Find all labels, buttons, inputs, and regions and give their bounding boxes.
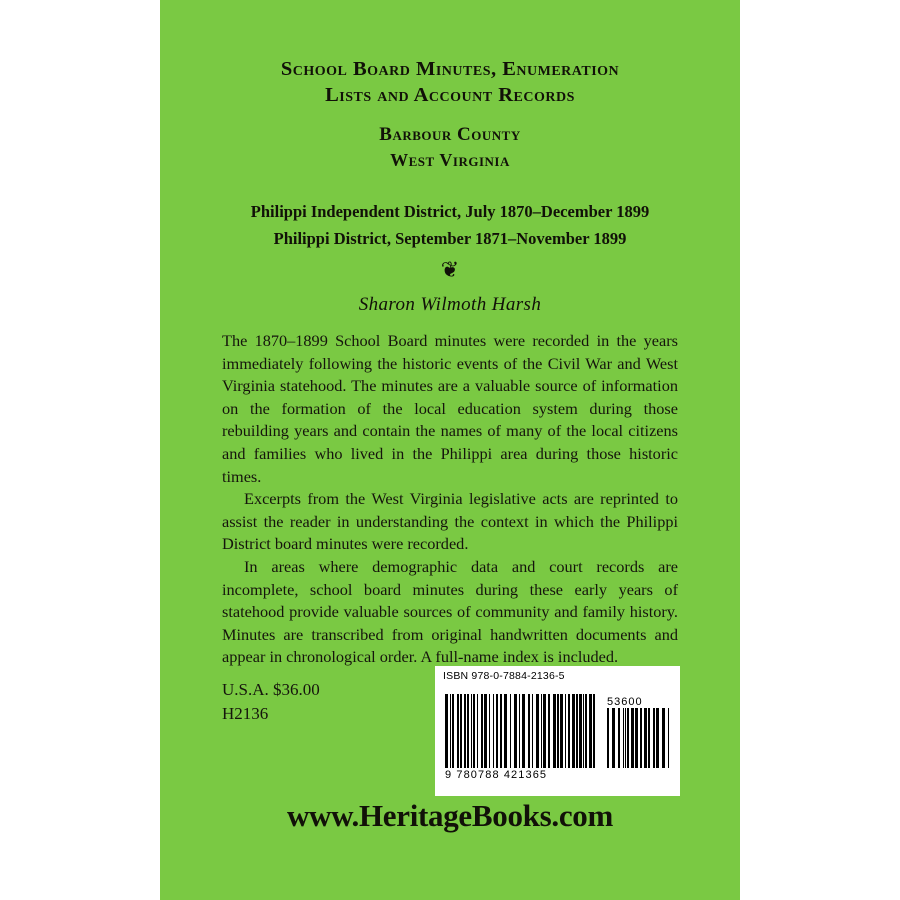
isbn-label: ISBN 978-0-7884-2136-5 xyxy=(443,670,565,682)
barcode-graphic xyxy=(441,684,674,788)
ornament-icon: ❦ xyxy=(440,258,460,283)
description-paragraph: Excerpts from the West Virginia legislative acts are reprinted to assist the reader in understanding the context in which the Philippi District board minutes were recorded. xyxy=(222,489,678,554)
item-code-label: H2136 xyxy=(222,704,269,723)
author-name: Sharon Wilmoth Harsh xyxy=(358,294,542,315)
barcode-area xyxy=(435,666,680,796)
description-text xyxy=(222,330,678,669)
price-label: U.S.A. $36.00 xyxy=(222,680,320,699)
barcode-main-bars xyxy=(445,694,595,768)
subtitle-line-1: Philippi Independent District, July 1870–December 1899 xyxy=(250,202,650,221)
barcode-addon-digits: 53600 xyxy=(607,696,643,708)
title-block xyxy=(222,0,678,172)
publisher-website: www.HeritageBooks.com xyxy=(286,798,614,833)
title-line-4-state: West Virginia xyxy=(390,150,510,170)
description-paragraph: In areas where demographic data and court records are incomplete, school board minutes during these early years of statehood provide valuable sources of community and family history. Minutes are transcribed from original handwritten documents and appear in chronological order. A full-name index is included. xyxy=(222,556,678,667)
subtitle-line-2: Philippi District, September 1871–November 1899 xyxy=(273,229,627,248)
barcode-addon-bars xyxy=(607,708,669,768)
title-line-2: Lists and Account Records xyxy=(325,84,575,106)
description-paragraph: The 1870–1899 School Board minutes were recorded in the years immediately following the historic events of the Civil War and West Virginia statehood. The minutes are a valuable source of information on the formation of the local education system during those rebuilding years and contain the names of many of the local citizens and families who lived in the Philippi area during those historic times. xyxy=(222,331,678,486)
title-line-3-county: Barbour County xyxy=(379,124,521,145)
price-block xyxy=(222,678,320,726)
book-back-cover xyxy=(160,0,740,900)
subtitle-block xyxy=(222,198,678,252)
barcode-main-digits: 9 780788 421365 xyxy=(445,769,548,781)
title-line-1: School Board Minutes, Enumeration xyxy=(280,58,620,80)
